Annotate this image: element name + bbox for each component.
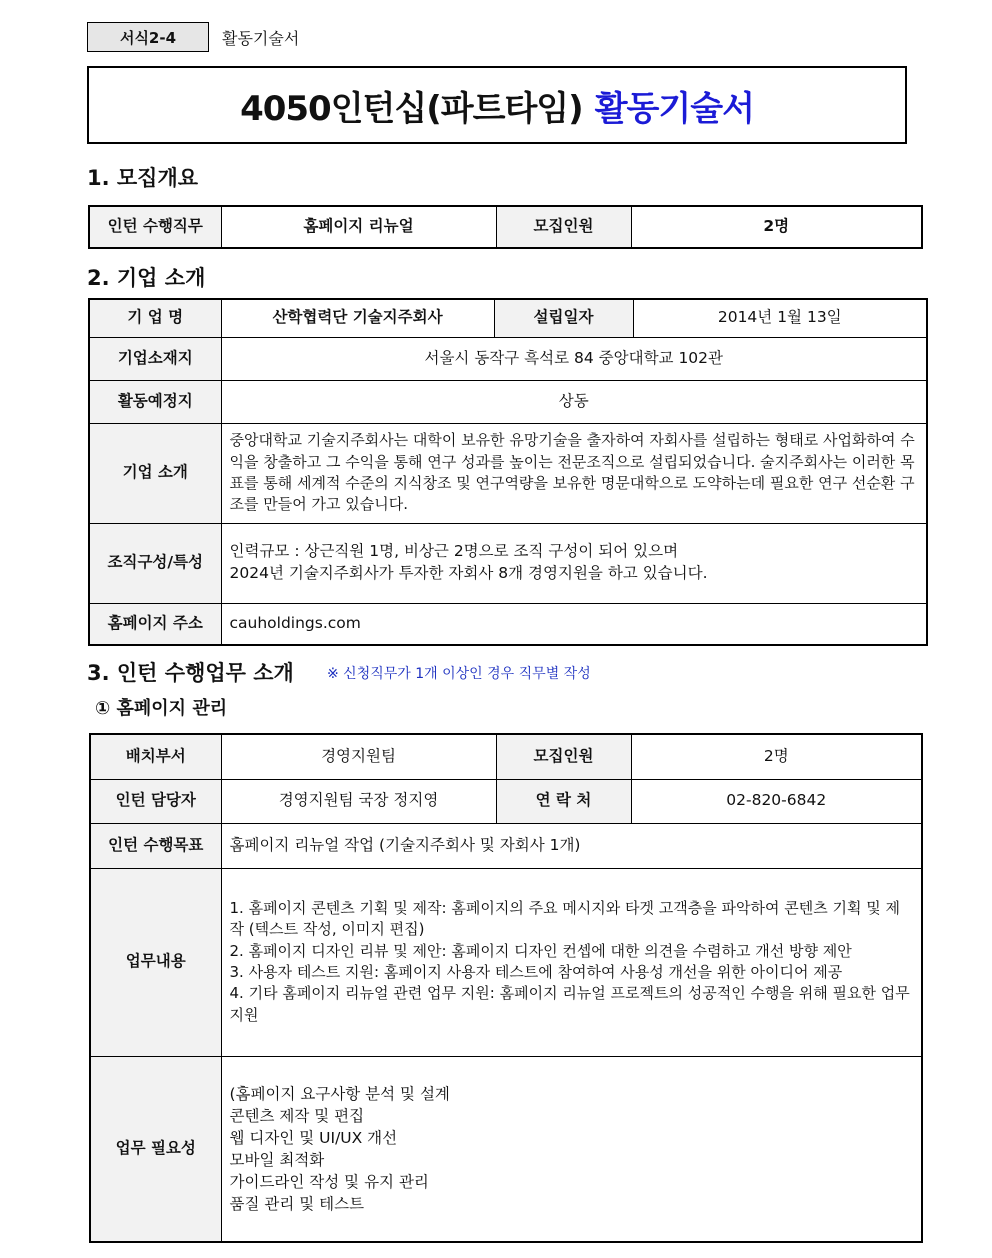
org-line-2: 2024년 기술지주회사가 투자한 자회사 8개 경영지원을 하고 있습니다.	[229, 564, 708, 582]
task-item: 3. 사용자 테스트 지원: 홈페이지 사용자 테스트에 참여하여 사용성 개선을 위한 아이디어 제공	[229, 963, 843, 981]
task-item: 2. 홈페이지 디자인 리뷰 및 제안: 홈페이지 디자인 컨셉에 대한 의견을 수렴하고 개선 방향 제안	[229, 941, 852, 960]
job-sub-heading: ① 홈페이지 관리	[95, 698, 228, 719]
section2-heading: 2. 기업 소개	[87, 266, 206, 290]
manager-value: 경영지원팀 국장 정지영	[221, 779, 496, 823]
goal-value: 홈페이지 리뉴얼 작업 (기술지주회사 및 자회사 1개)	[221, 823, 922, 868]
duty-value: 홈페이지 리뉴얼	[221, 206, 496, 248]
work-place-value: 상동	[221, 380, 927, 423]
tasks-list	[221, 868, 922, 1056]
task-item: 4. 기타 홈페이지 리뉴얼 관련 업무 지원: 홈페이지 리뉴얼 프로젝트의 성공적인 수행을 위해 필요한 업무 지원	[229, 984, 910, 1024]
goal-label: 인턴 수행목표	[90, 823, 221, 868]
manager-label: 인턴 담당자	[90, 779, 221, 823]
org-line-1: 인력규모 : 상근직원 1명, 비상근 2명으로 조직 구성이 되어 있으며	[229, 542, 679, 561]
dept-label: 배치부서	[90, 734, 221, 779]
company-intro-text: 중앙대학교 기술지주회사는 대학이 보유한 유망기술을 출자하여 자회사를 설립하는 형태로 사업화하여 수익을 창출하고 그 수익을 통해 연구 성과를 높이는 전문조직으로 설립되었습니다. 술지주회사는 이러한 목표를 통해 세계적 수준의 지식창조 및 연구역량을 보유한 명문대학으로 도약하는데 필요한 연구 선순환 구조를 만들어 가고 있습니다.	[221, 423, 927, 523]
recruit-label: 모집인원	[496, 206, 631, 248]
title-main: 4050인턴십(파트타임)	[240, 88, 583, 129]
section3-heading: 3. 인턴 수행업무 소개	[87, 661, 294, 685]
company-name-value: 산학협력단 기술지주회사	[221, 299, 494, 337]
founded-value: 2014년 1월 13일	[633, 299, 927, 337]
needs-list	[221, 1056, 922, 1242]
work-place-label: 활동예정지	[89, 380, 221, 423]
recruit-overview-table	[88, 205, 923, 249]
location-label: 기업소재지	[89, 337, 221, 380]
need-item: 모바일 최적화	[229, 1150, 325, 1169]
need-item: 품질 관리 및 테스트	[229, 1194, 365, 1213]
section1-heading: 1. 모집개요	[87, 166, 199, 190]
needs-label: 업무 필요성	[90, 1056, 221, 1242]
homepage-label: 홈페이지 주소	[89, 603, 221, 645]
section3-note: ※ 신청직무가 1개 이상인 경우 직무별 작성	[327, 666, 591, 682]
title-accent: 활동기술서	[594, 88, 754, 129]
company-info-table	[88, 298, 928, 646]
duty-label: 인턴 수행직무	[89, 206, 221, 248]
homepage-value: cauholdings.com	[221, 603, 927, 645]
company-name-label: 기 업 명	[89, 299, 221, 337]
job-recruit-value: 2명	[631, 734, 922, 779]
need-item: 콘텐츠 제작 및 편집	[229, 1106, 365, 1125]
org-text	[221, 523, 927, 603]
company-intro-label: 기업 소개	[89, 423, 221, 523]
form-number-tag: 서식2-4	[87, 22, 209, 52]
job-recruit-label: 모집인원	[496, 734, 631, 779]
tasks-label: 업무내용	[90, 868, 221, 1056]
dept-value: 경영지원팀	[221, 734, 496, 779]
job-detail-table	[89, 733, 923, 1243]
founded-label: 설립일자	[494, 299, 633, 337]
recruit-value: 2명	[631, 206, 922, 248]
contact-label: 연 락 처	[496, 779, 631, 823]
document-title	[87, 66, 907, 144]
location-value: 서울시 동작구 흑석로 84 중앙대학교 102관	[221, 337, 927, 380]
contact-value: 02-820-6842	[631, 779, 922, 823]
task-item: 1. 홈페이지 콘텐츠 기획 및 제작: 홈페이지의 주요 메시지와 타겟 고객층을 파악하여 콘텐츠 기획 및 제작 (텍스트 작성, 이미지 편집)	[229, 899, 900, 939]
need-item: 웹 디자인 및 UI/UX 개선	[229, 1128, 398, 1147]
org-label: 조직구성/특성	[89, 523, 221, 603]
form-name: 활동기술서	[222, 29, 300, 48]
need-item: (홈페이지 요구사항 분석 및 설계	[229, 1084, 450, 1103]
need-item: 가이드라인 작성 및 유지 관리	[229, 1172, 429, 1191]
